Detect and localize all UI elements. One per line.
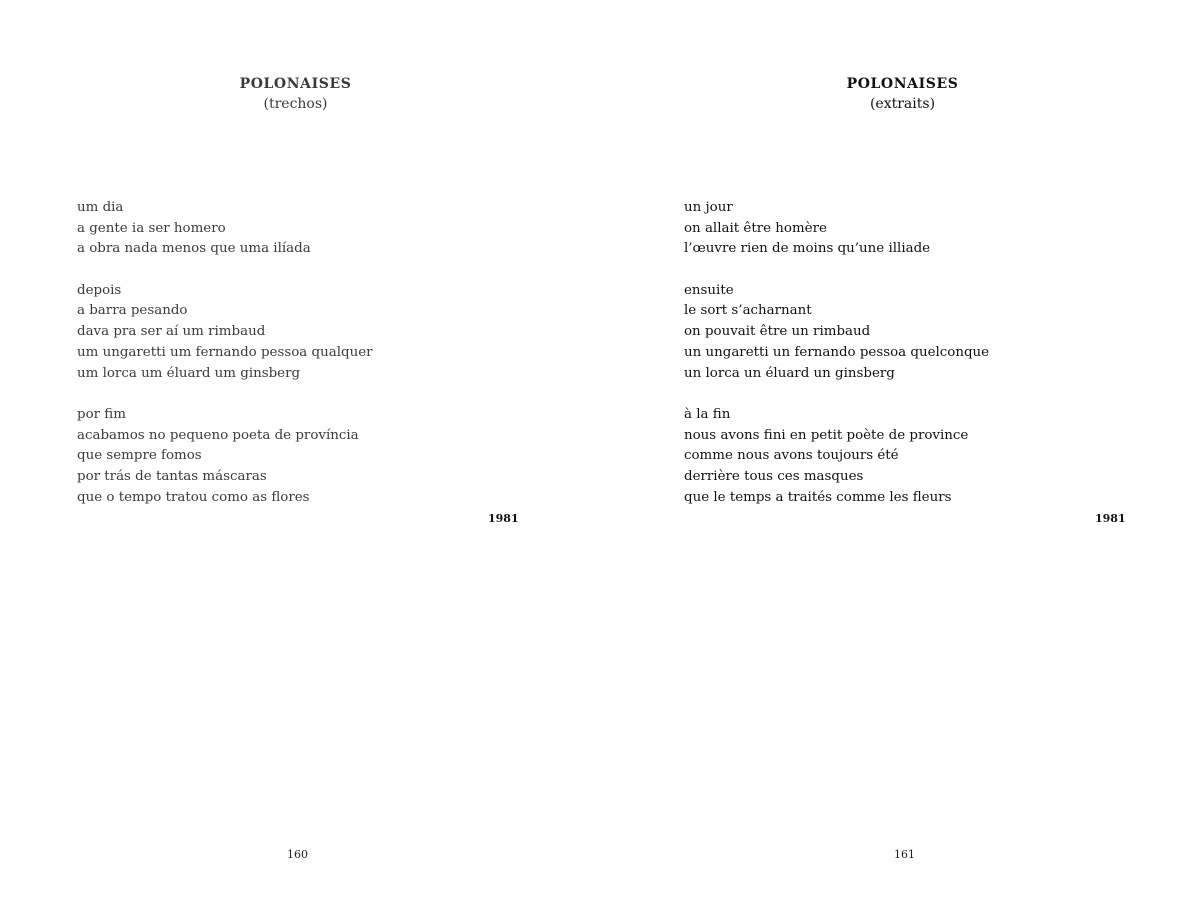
poem-body xyxy=(684,198,989,508)
page-number: 160 xyxy=(287,848,308,861)
title-block xyxy=(603,74,1198,115)
poem-line: derrière tous ces masques xyxy=(684,468,864,484)
poem-body xyxy=(77,198,373,508)
poem-line: por fim xyxy=(77,406,126,422)
poem-line: à la fin xyxy=(684,406,731,422)
poem-line: un ungaretti un fernando pessoa quelconque xyxy=(684,344,990,360)
poem-title: POLONAISES xyxy=(846,76,959,92)
poem-line: le sort s’acharnant xyxy=(684,303,812,319)
right-page xyxy=(599,0,1198,904)
stanza-2 xyxy=(77,281,373,385)
poem-subtitle: (trechos) xyxy=(263,96,328,112)
poem-year: 1981 xyxy=(1095,512,1126,525)
poem-line: um ungaretti um fernando pessoa qualquer xyxy=(77,344,373,360)
page-number: 161 xyxy=(894,848,915,861)
stanza-2 xyxy=(684,281,989,385)
poem-line: um dia xyxy=(77,200,124,215)
stanza-3 xyxy=(684,405,989,509)
stanza-1 xyxy=(684,198,989,260)
stanza-3 xyxy=(77,405,373,509)
poem-subtitle: (extraits) xyxy=(869,96,936,112)
poem-line: a obra nada menos que uma ilíada xyxy=(77,241,311,257)
poem-line: depois xyxy=(77,282,122,298)
poem-line: nous avons fini en petit poète de province xyxy=(684,427,969,443)
poem-title: POLONAISES xyxy=(239,76,352,92)
poem-line: que sempre fomos xyxy=(77,448,202,464)
stanza-1 xyxy=(77,198,373,260)
poem-line: um lorca um éluard um ginsberg xyxy=(77,365,301,381)
title-block xyxy=(0,74,595,115)
poem-line: a gente ia ser homero xyxy=(77,220,226,236)
poem-line: comme nous avons toujours été xyxy=(684,448,899,464)
poem-line: dava pra ser aí um rimbaud xyxy=(77,324,266,340)
poem-line: on allait être homère xyxy=(684,220,827,236)
poem-line: on pouvait être un rimbaud xyxy=(684,324,871,340)
poem-year: 1981 xyxy=(488,512,519,525)
poem-line: por trás de tantas máscaras xyxy=(77,468,267,484)
poem-line: l’œuvre rien de moins qu’une illiade xyxy=(684,241,931,257)
poem-line: acabamos no pequeno poeta de província xyxy=(77,427,359,443)
poem-line: ensuite xyxy=(684,282,734,298)
poem-line: que o tempo tratou como as flores xyxy=(77,489,310,505)
poem-line: un lorca un éluard un ginsberg xyxy=(684,365,895,381)
poem-line: que le temps a traités comme les fleurs xyxy=(684,489,952,505)
poem-line: un jour xyxy=(684,200,733,215)
poem-line: a barra pesando xyxy=(77,303,188,319)
